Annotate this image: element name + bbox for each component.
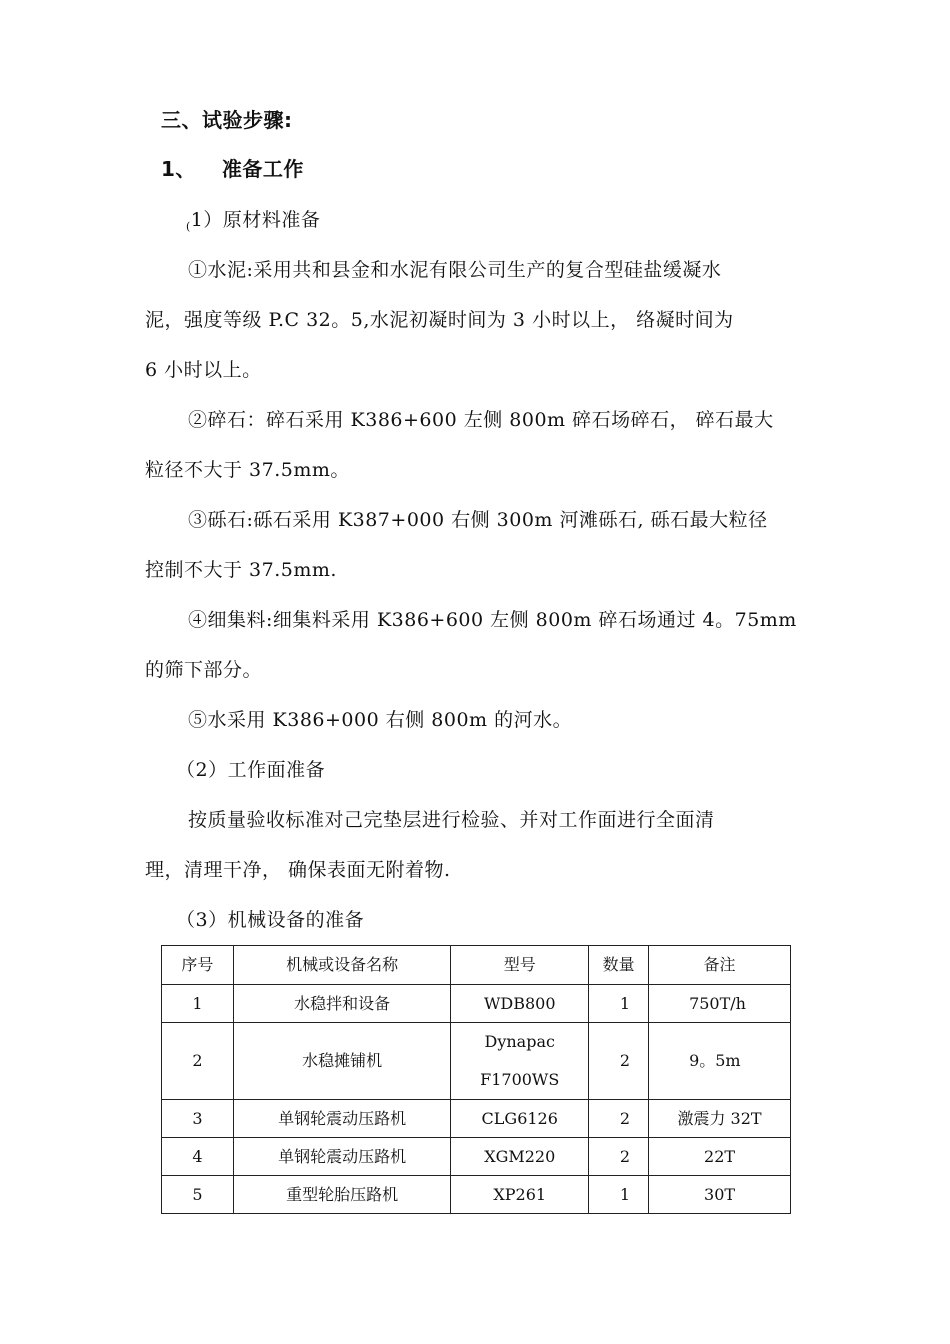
cement-line-2: 泥，强度等级 P.C 32。5,水泥初凝时间为 3 小时以上， 络凝时间为 bbox=[145, 309, 734, 331]
cell-remark: 9。5m bbox=[649, 1023, 791, 1100]
cell-remark: 激震力 32T bbox=[649, 1100, 791, 1138]
cell-name: 水稳拌和设备 bbox=[233, 985, 450, 1023]
cell-no: 5 bbox=[162, 1176, 234, 1214]
col-header-remark: 备注 bbox=[649, 946, 791, 985]
cell-model-line-2: F1700WS bbox=[480, 1070, 560, 1089]
cell-model: XP261 bbox=[451, 1176, 589, 1214]
section-title: 三、试验步骤: bbox=[161, 108, 293, 132]
cell-name: 单钢轮震动压路机 bbox=[233, 1100, 450, 1138]
cell-qty: 1 bbox=[589, 985, 649, 1023]
cell-remark: 30T bbox=[649, 1176, 791, 1214]
cell-model bbox=[451, 1023, 589, 1100]
table-row bbox=[162, 1138, 791, 1176]
table-row bbox=[162, 985, 791, 1023]
cell-name: 单钢轮震动压路机 bbox=[233, 1138, 450, 1176]
water-line: ⑤水采用 K386+000 右侧 800m 的河水。 bbox=[188, 709, 573, 731]
workface-line-2: 理，清理干净， 确保表面无附着物. bbox=[145, 859, 451, 881]
pebble-line-1: ③砾石:砾石采用 K387+000 右侧 300m 河滩砾石, 砾石最大粒径 bbox=[188, 509, 768, 531]
cell-remark: 22T bbox=[649, 1138, 791, 1176]
subsection-title: 准备工作 bbox=[221, 157, 304, 181]
materials-heading bbox=[186, 208, 320, 239]
gravel-line-2: 粒径不大于 37.5mm。 bbox=[145, 459, 350, 481]
fine-line-1: ④细集料:细集料采用 K386+600 左侧 800m 碎石场通过 4。75mm bbox=[188, 609, 797, 631]
cell-name: 水稳摊铺机 bbox=[233, 1023, 450, 1100]
cell-no: 3 bbox=[162, 1100, 234, 1138]
workface-heading: （2）工作面准备 bbox=[176, 759, 326, 781]
cell-model: CLG6126 bbox=[451, 1100, 589, 1138]
table-row bbox=[162, 1023, 791, 1100]
cell-name: 重型轮胎压路机 bbox=[233, 1176, 450, 1214]
cell-remark: 750T/h bbox=[649, 985, 791, 1023]
equipment-heading: （3）机械设备的准备 bbox=[176, 909, 365, 931]
equipment-table bbox=[161, 945, 791, 1214]
table-row bbox=[162, 1100, 791, 1138]
subsection-number: 1、 bbox=[161, 157, 196, 181]
cell-qty: 2 bbox=[589, 1100, 649, 1138]
fine-line-2: 的筛下部分。 bbox=[145, 659, 263, 681]
col-header-model: 型号 bbox=[451, 946, 589, 985]
cell-no: 4 bbox=[162, 1138, 234, 1176]
cell-qty: 2 bbox=[589, 1023, 649, 1100]
cement-line-1: ①水泥:采用共和县金和水泥有限公司生产的复合型硅盐缓凝水 bbox=[188, 259, 722, 281]
materials-heading-text: 1）原材料准备 bbox=[190, 209, 321, 231]
gravel-line-1: ②碎石：碎石采用 K386+600 左侧 800m 碎石场碎石， 碎石最大 bbox=[188, 409, 774, 431]
table-row bbox=[162, 1176, 791, 1214]
cell-qty: 1 bbox=[589, 1176, 649, 1214]
cell-model: WDB800 bbox=[451, 985, 589, 1023]
col-header-qty: 数量 bbox=[589, 946, 649, 985]
col-header-name: 机械或设备名称 bbox=[233, 946, 450, 985]
cell-model-line-1: Dynapac bbox=[484, 1032, 555, 1051]
materials-heading-paren: ( bbox=[186, 220, 191, 233]
cell-no: 1 bbox=[162, 985, 234, 1023]
subsection-heading bbox=[161, 157, 304, 181]
col-header-no: 序号 bbox=[162, 946, 234, 985]
cement-line-3: 6 小时以上。 bbox=[145, 359, 262, 381]
pebble-line-2: 控制不大于 37.5mm. bbox=[145, 559, 337, 581]
table-header-row bbox=[162, 946, 791, 985]
workface-line-1: 按质量验收标准对己完垫层进行检验、并对工作面进行全面清 bbox=[188, 809, 715, 831]
cell-no: 2 bbox=[162, 1023, 234, 1100]
cell-qty: 2 bbox=[589, 1138, 649, 1176]
cell-model: XGM220 bbox=[451, 1138, 589, 1176]
